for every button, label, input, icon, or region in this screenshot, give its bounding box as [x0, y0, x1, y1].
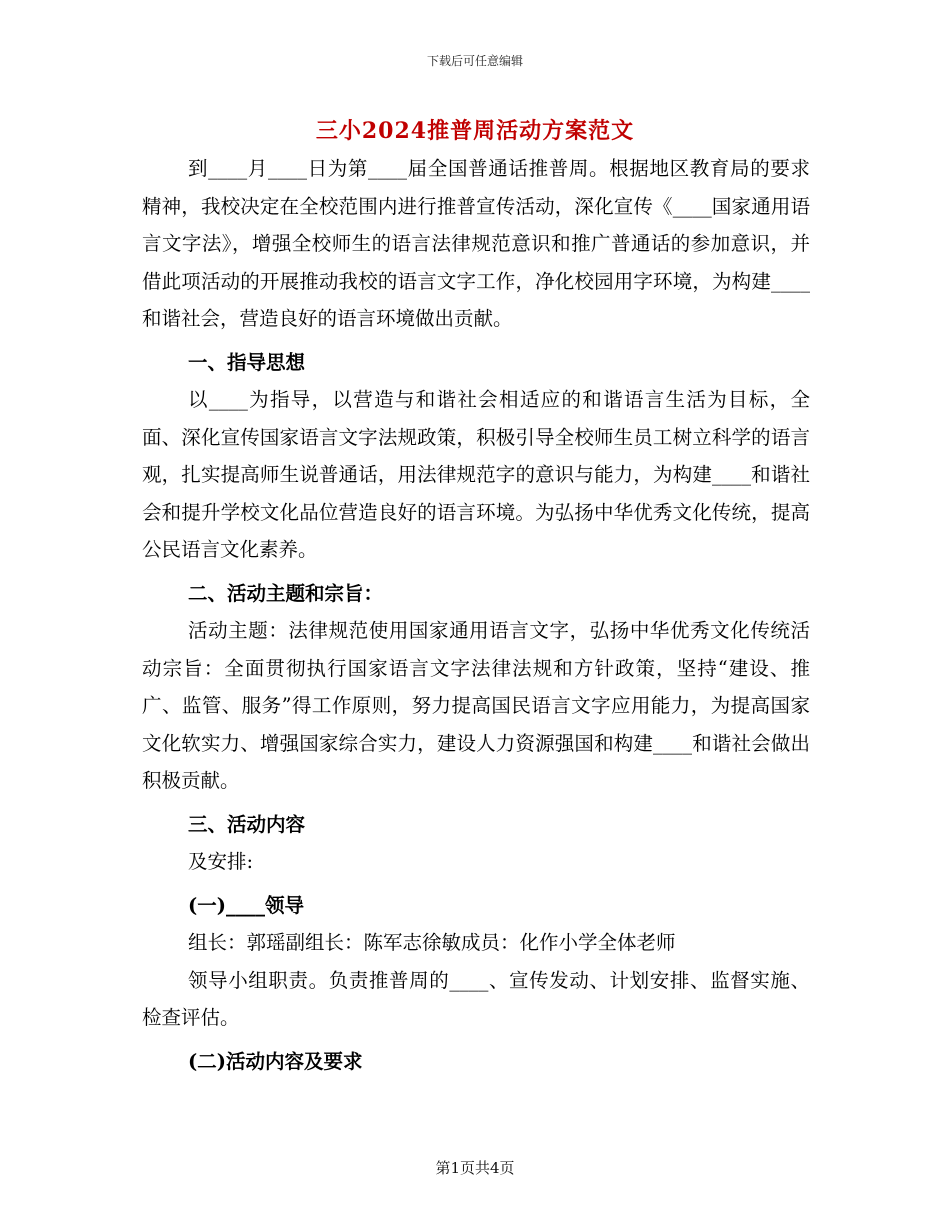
section-heading-1: 一、指导思想 — [188, 350, 306, 374]
section-heading-3: 三、活动内容 — [188, 812, 306, 836]
intro-paragraph: 到____月____日为第____届全国普通话推普周。根据地区教育局的要求精神，我校决定在全校范围内进行推普宣传活动，深化宣传《____国家通用语言文字法》，增强全校师生的语言法律规范意识和推广普通话的参加意识，并借此项活动的开展推动我校的语言文字工作，净化校园用字环境，为构建____和谐社会，营造良好的语言环境做出贡献。 — [142, 157, 810, 330]
theme-paragraph: 活动主题：法律规范使用国家通用语言文字，弘扬中华优秀文化传统活动宗旨：全面贯彻执行国家语言文字法律法规和方针政策，坚持“建设、推广、监管、服务”得工作原则，努力提高国民语言文字应用能力，为提高国家文化软实力、增强国家综合实力，建设人力资源强国和构建____和谐社会做出积极贡献。 — [142, 619, 810, 792]
guiding-thought-paragraph: 以____为指导，以营造与和谐社会相适应的和谐语言生活为目标，全面、深化宣传国家语言文字法规政策，积极引导全校师生员工树立科学的语言观，扎实提高师生说普通话，用法律规范字的意识与能力，为构建____和谐社会和提升学校文化品位营造良好的语言环境。为弘扬中华优秀文化传统，提高公民语言文化素养。 — [142, 388, 810, 561]
arrangement-line: 及安排: — [188, 850, 254, 873]
page-footer: 第1页共4页 — [435, 1159, 515, 1177]
section-heading-2: 二、活动主题和宗旨： — [188, 581, 384, 605]
header-note: 下载后可任意编辑 — [426, 54, 523, 68]
subsection-heading-2: (二)活动内容及要求 — [188, 1049, 363, 1073]
members-line: 组长：郭瑶副组长：陈军志徐敏成员：化作小学全体老师 — [188, 931, 676, 954]
duties-paragraph: 领导小组职责。负责推普周的____、宣传发动、计划安排、监督实施、检查评估。 — [142, 968, 810, 1029]
document-body — [142, 150, 810, 1080]
subsection-heading-1: (一)____领导 — [188, 893, 304, 917]
document-title: 三小2024推普周活动方案范文 — [315, 118, 635, 144]
